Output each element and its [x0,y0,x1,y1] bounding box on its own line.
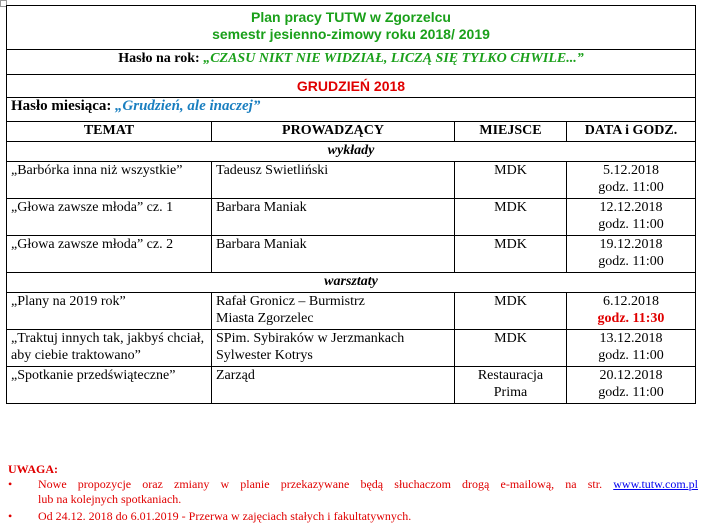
place-line: Restauracja [477,368,544,383]
leader-line: Miasta Zgorzelec [216,311,314,326]
month-motto [7,98,696,122]
plan-title-line1: Plan pracy TUTW w Zgorzelcu [251,9,451,25]
column-header-place: MIEJSCE [455,122,567,142]
cell-leader [212,162,455,199]
note-text: Nowe propozycje oraz zmiany w planie przekazywane będą słuchaczom drogą e-mailową, na str. [38,477,603,491]
time-value: godz. 11:00 [598,217,664,232]
cell-place: MDK [455,199,567,236]
cell-place: MDK [455,293,567,330]
cell-date [567,236,696,273]
cell-topic: „Barbórka inna niż wszystkie” [7,162,212,199]
date-value: 13.12.2018 [599,331,663,346]
time-value-highlighted: godz. 11:30 [597,311,665,326]
cell-leader [212,293,455,330]
note-item [8,477,698,507]
time-value: godz. 11:00 [598,254,664,269]
cell-topic: „Spotkanie przedświąteczne” [7,367,212,404]
leader-line: Barbara Maniak [216,237,307,252]
table-row [7,330,696,367]
leader-line: Sylwester Kotrys [216,348,313,363]
cell-leader [212,199,455,236]
bullet-icon: • [8,509,13,523]
cell-leader [212,236,455,273]
leader-line: Rafał Gronicz – Burmistrz [216,294,365,309]
column-header-topic: TEMAT [7,122,212,142]
table-row [7,162,696,199]
leader-line: SPim. Sybiraków w Jerzmankach [216,331,405,346]
cell-date [567,330,696,367]
year-motto-text: „CZASU NIKT NIE WIDZIAŁ, LICZĄ SIĘ TYLKO CHWILE...” [203,51,584,66]
note-item [8,509,698,524]
date-value: 12.12.2018 [599,200,663,215]
cell-date [567,293,696,330]
cell-place: MDK [455,162,567,199]
work-plan-table [6,5,696,404]
notes-list [8,477,698,524]
table-row [7,293,696,330]
plan-title [7,6,696,50]
month-title: GRUDZIEŃ 2018 [7,75,696,98]
plan-title-line2: semestr jesienno-zimowy roku 2018/ 2019 [212,26,490,42]
leader-line: Barbara Maniak [216,200,307,215]
cell-place: MDK [455,236,567,273]
section-lectures: wykłady [7,142,696,162]
cell-date [567,162,696,199]
time-value: godz. 11:00 [598,348,664,363]
date-value: 20.12.2018 [599,368,663,383]
notes-heading: UWAGA: [8,462,58,476]
leader-line: Zarząd [216,368,255,383]
table-row [7,199,696,236]
place-line: Prima [493,385,528,400]
time-value: godz. 11:00 [598,385,664,400]
section-workshops: warsztaty [7,273,696,293]
bullet-icon: • [8,477,13,491]
column-header-date: DATA i GODZ. [567,122,696,142]
note-text: Od 24.12. 2018 do 6.01.2019 - Przerwa w zajęciach stałych i fakultatywnych. [38,509,412,523]
leader-line: Tadeusz Swietliński [216,163,329,178]
date-value: 5.12.2018 [603,163,659,178]
website-link[interactable]: www.tutw.com.pl [613,477,699,491]
table-header-row [7,122,696,142]
cell-topic: „Głowa zawsze młoda” cz. 2 [7,236,212,273]
cell-leader [212,367,455,404]
cell-date [567,367,696,404]
cell-topic: „Traktuj innych tak, jakbyś chciał, aby ciebie traktowano” [7,330,212,367]
note-text-line [38,477,698,492]
year-motto-label: Hasło na rok: [118,51,200,66]
cell-place [455,367,567,404]
cell-topic: „Głowa zawsze młoda” cz. 1 [7,199,212,236]
month-motto-text: „Grudzień, ale inaczej” [114,98,261,114]
date-value: 19.12.2018 [599,237,663,252]
table-row [7,236,696,273]
column-header-leader: PROWADZĄCY [212,122,455,142]
time-value: godz. 11:00 [598,180,664,195]
cell-leader [212,330,455,367]
year-motto [7,50,696,75]
cell-place: MDK [455,330,567,367]
month-motto-label: Hasło miesiąca: [11,98,112,114]
date-value: 6.12.2018 [603,294,659,309]
cell-date [567,199,696,236]
note-text-continued: lub na kolejnych spotkaniach. [38,492,182,506]
table-row [7,367,696,404]
notes-block [8,462,698,524]
cell-topic: „Plany na 2019 rok” [7,293,212,330]
